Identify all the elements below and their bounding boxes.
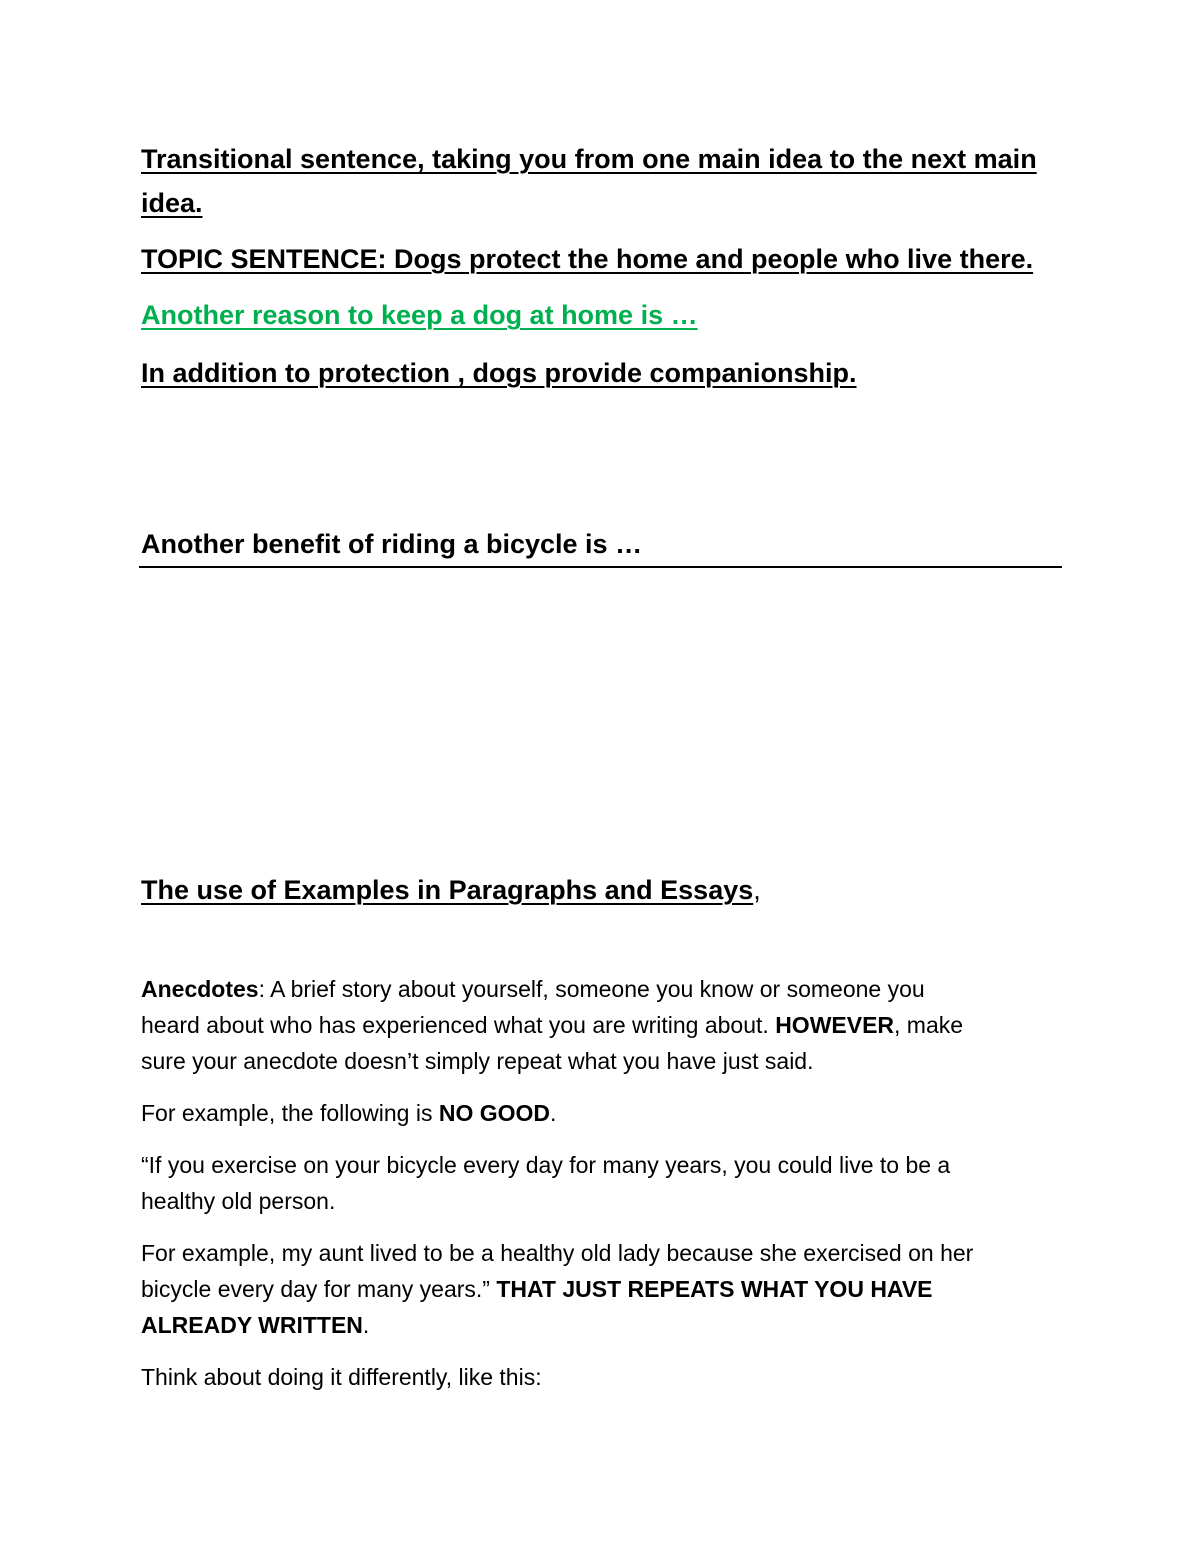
aunt-line-3 [141,1312,369,1339]
topic-sentence: TOPIC SENTENCE: Dogs protect the home and people who live there. [141,244,1034,274]
quote-line-2: healthy old person. [141,1188,336,1214]
aunt-line-1: For example, my aunt lived to be a healthy old lady because she exercised on her [141,1240,974,1266]
addition-example-sentence: In addition to protection , dogs provide companionship. [141,358,857,388]
repeats-emphasis: THAT JUST REPEATS WHAT YOU HAVE [496,1276,933,1302]
transitional-sentence-line-1: Transitional sentence, taking you from one main idea to the next main [141,144,1037,174]
anecdotes-line-2-tail: , make [894,1012,964,1038]
already-written-emphasis: ALREADY WRITTEN [141,1312,363,1338]
for-example-line [141,1100,556,1127]
examples-heading-comma: , [753,875,761,905]
examples-heading-text: The use of Examples in Paragraphs and Essays [141,875,754,905]
aunt-line-2 [141,1276,933,1303]
green-example-sentence: Another reason to keep a dog at home is … [141,300,698,330]
anecdotes-line-2-text: heard about who has experienced what you are writing about. [141,1012,776,1038]
think-differently-line: Think about doing it differently, like this: [141,1364,542,1390]
bicycle-prompt: Another benefit of riding a bicycle is … [141,529,643,559]
no-good-emphasis: NO GOOD [438,1100,551,1126]
anecdotes-line-3: sure your anecdote doesn’t simply repeat what you have just said. [141,1048,814,1074]
anecdotes-definition: : A brief story about yourself, someone you know or someone you [258,976,925,1002]
examples-heading [141,875,761,906]
transitional-sentence-line-2: idea. [141,188,203,218]
anecdotes-label: Anecdotes [141,976,259,1002]
anecdotes-line-2 [141,1012,963,1039]
aunt-line-2-text: bicycle every day for many years.” [141,1276,497,1302]
anecdotes-line-1 [141,976,925,1003]
for-example-period: . [550,1100,557,1126]
however-emphasis: HOWEVER [775,1012,895,1038]
for-example-text: For example, the following is [141,1100,439,1126]
bicycle-answer-rule [139,566,1062,568]
aunt-line-3-period: . [362,1312,370,1338]
quote-line-1: “If you exercise on your bicycle every day for many years, you could live to be a [141,1152,951,1178]
